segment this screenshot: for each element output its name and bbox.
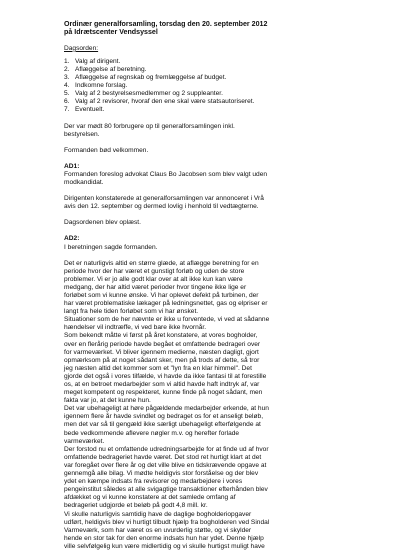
ad2-body-line: jeg næsten altid det kommer som et "lyn fra en klar himmel". Det bbox=[64, 364, 252, 372]
ad2-body-line: Som bekendt måtte vi først på året konstatere, at vores bogholder, bbox=[64, 332, 258, 340]
agenda-item-text: Valg af 2 bestyrelsesmedlemmer og 2 suppleanter. bbox=[75, 90, 223, 98]
agenda-item-text: Aflæggelse af beretning. bbox=[75, 66, 147, 73]
ad2-body-line: meget kompetent og respekteret, kunne finde på noget sådant, men bbox=[64, 389, 263, 397]
ad2-body-line: pengeinstitut således at alle svigagtige transaktioner efterhånden blev bbox=[64, 486, 268, 494]
ad2-body-line: igennem flere år havde svindlet og bedraget os for et anseligt beløb, bbox=[64, 413, 264, 421]
agenda-item bbox=[64, 90, 364, 98]
ad2-body-line: forløbet som vi kunne ønske. Vi har oplevet defekt på turbinen, der bbox=[64, 291, 259, 299]
agenda-item bbox=[64, 58, 364, 66]
ad2-body-line: ydet en kæmpe indsats fra revisorer og medarbejdere i vores bbox=[64, 478, 243, 486]
ad1-line: modkandidat. bbox=[64, 179, 104, 187]
agenda-item-text: Indkomne forslag. bbox=[75, 82, 128, 90]
agenda-item-number: 3. bbox=[64, 74, 70, 82]
ad2-body-line: langt fra hele tiden forløbet som vi har ønsket. bbox=[64, 308, 199, 316]
ad2-body-line: opmærksom på at noget sådant sker, men på trods af dette, så tror bbox=[64, 356, 260, 364]
agenda-list bbox=[64, 58, 364, 115]
ad2-body-line: over en flerårig periode havde begået et omfattende bedrageri over bbox=[64, 340, 261, 348]
ad2-body-line: for varmeværket. Vi bliver igennem medierne, næsten dagligt, gjort bbox=[64, 348, 259, 356]
agenda-item-number: 5. bbox=[64, 90, 70, 98]
agenda-item-text: Valg af dirigent. bbox=[75, 57, 121, 65]
agenda-item-number: 6. bbox=[64, 98, 70, 106]
agenda-item bbox=[64, 66, 364, 74]
ad2-body-line: Situationer som de her nævnte er ikke u forventede, vi ved at sådanne bbox=[64, 316, 270, 324]
ad2-heading: AD2: bbox=[64, 235, 80, 243]
ad1-heading: AD1: bbox=[64, 162, 80, 170]
ad2-body-line: var foregået over flere år og det ville blive en tidskrævende opgave at bbox=[64, 461, 267, 469]
ad2-body-line: gjorde det også i vores tilfælde, vi havde da ikke fantasi til at forestille bbox=[64, 372, 267, 380]
ad1-paragraph-1 bbox=[64, 171, 364, 187]
ad2-body-line: afdækket og vi kunne konstatere at det samlede omfang af bbox=[64, 494, 236, 502]
document-title bbox=[64, 20, 364, 37]
ad1-paragraph-3: Dagsordenen blev oplæst. bbox=[64, 219, 141, 227]
welcome-text: Formanden bød velkommen. bbox=[64, 146, 149, 154]
ad2-body-line: Der forstod nu et omfattende udredningsarbejde for at finde ud af hvor bbox=[64, 445, 269, 453]
ad2-body-line: udført, heldigvis blev vi hurtigt tilbudt hjælp fra bogholderen ved Sindal bbox=[64, 518, 270, 526]
ad2-intro: I beretningen sagde formanden. bbox=[64, 243, 158, 251]
ad2-body-line: Varmeværk, som har været os en uvurderlig støtte, og vi skylder bbox=[64, 526, 252, 534]
ad1-line: Formanden foreslog advokat Claus Bo Jacobsen som blev valgt uden bbox=[64, 170, 268, 178]
ad1-line: avis den 12. september og dermed lovlig i henhold til vedtægterne. bbox=[64, 203, 259, 211]
ad2-body bbox=[64, 260, 364, 551]
agenda-item-text: Eventuelt. bbox=[75, 106, 105, 114]
ad2-body-line: bedrageriet udgjorde et beløb på godt 4,8 mill. kr. bbox=[64, 502, 208, 510]
ad2-body-line: varmeværket. bbox=[64, 437, 105, 445]
ad2-body-line: hændelser vil indtræffe, vi ved bare ikke hvornår. bbox=[64, 324, 207, 332]
ad2-body-line: hende en stor tak for den enorme indsats hun har ydet. Denne hjælp bbox=[64, 534, 264, 542]
agenda-item-number: 7. bbox=[64, 106, 70, 114]
ad2-body-line: medgang, der har altid været perioder hvor tingene ikke lige er bbox=[64, 283, 247, 291]
agenda-item-number: 4. bbox=[64, 82, 70, 90]
ad2-body-line: os, at en betroet medarbejder som vi altid havde haft indtryk af, var bbox=[64, 381, 260, 388]
title-line-1: Ordinær generalforsamling, torsdag den 20. september 2012 bbox=[64, 20, 268, 28]
attendance-line: bestyrelsen. bbox=[64, 130, 100, 138]
ad2-body-line: Vi skulle naturligvis samtidig have de daglige bogholderiopgaver bbox=[64, 510, 252, 518]
agenda-item-number: 2. bbox=[64, 66, 70, 73]
ad2-body-line: men det var så til gengæld ikke særligt ubehageligt efterfølgende at bbox=[64, 421, 261, 429]
agenda-item bbox=[64, 82, 364, 90]
ad2-body-line: gennemgå alle bilag. Vi mødte heldigvis stor forståelse og der blev bbox=[64, 470, 259, 478]
agenda-item bbox=[64, 106, 364, 114]
ad2-body-line: har været problematiske lækager på ledningsnettet, gas og elpriser er bbox=[64, 300, 268, 308]
ad1-paragraph-2 bbox=[64, 195, 364, 211]
agenda-item bbox=[64, 98, 364, 106]
ad2-body-line: bede vedkommende aflevere nøgler m.v. og herefter forlade bbox=[64, 429, 240, 437]
agenda-item-text: Aflæggelse af regnskab og fremlæggelse af budget. bbox=[75, 74, 227, 82]
ad2-body-line: Det er naturligvis altid en større glæde, at aflægge beretning for en bbox=[64, 259, 259, 267]
agenda-item-text: Valg af 2 revisorer, hvoraf den ene skal være statsautoriseret. bbox=[75, 98, 255, 106]
ad2-body-line: ville selvfølgelig kun være midlertidig og vi skulle hurtigst muligt have bbox=[64, 542, 265, 550]
attendance-line: Der var mødt 80 forbrugere op til generalforsamlingen inkl. bbox=[64, 122, 235, 130]
ad2-body-line: fakta var jo, at det kunne hun. bbox=[64, 397, 151, 405]
attendance-paragraph bbox=[64, 123, 364, 139]
ad2-body-line: omfattende bedrageriet havde været. Det stod ret hurtigt klart at det bbox=[64, 453, 262, 461]
ad1-line: Dirigenten konstaterede at generalforsamlingen var annonceret i Vrå bbox=[64, 195, 264, 203]
ad2-body-line: Det var ubehageligt at høre pågældende medarbejder erkende, at hun bbox=[64, 405, 269, 413]
ad2-body-line: problemer. Vi er jo alle godt klar over at alt ikke kun kan være bbox=[64, 275, 243, 283]
ad2-body-line: periode hvor der har været et gunstigt forløb og uden de store bbox=[64, 267, 245, 275]
title-line-2: på Idrætscenter Vendsyssel bbox=[64, 28, 158, 37]
agenda-heading: Dagsorden: bbox=[64, 44, 99, 52]
agenda-item bbox=[64, 74, 364, 82]
agenda-item-number: 1. bbox=[64, 57, 70, 65]
